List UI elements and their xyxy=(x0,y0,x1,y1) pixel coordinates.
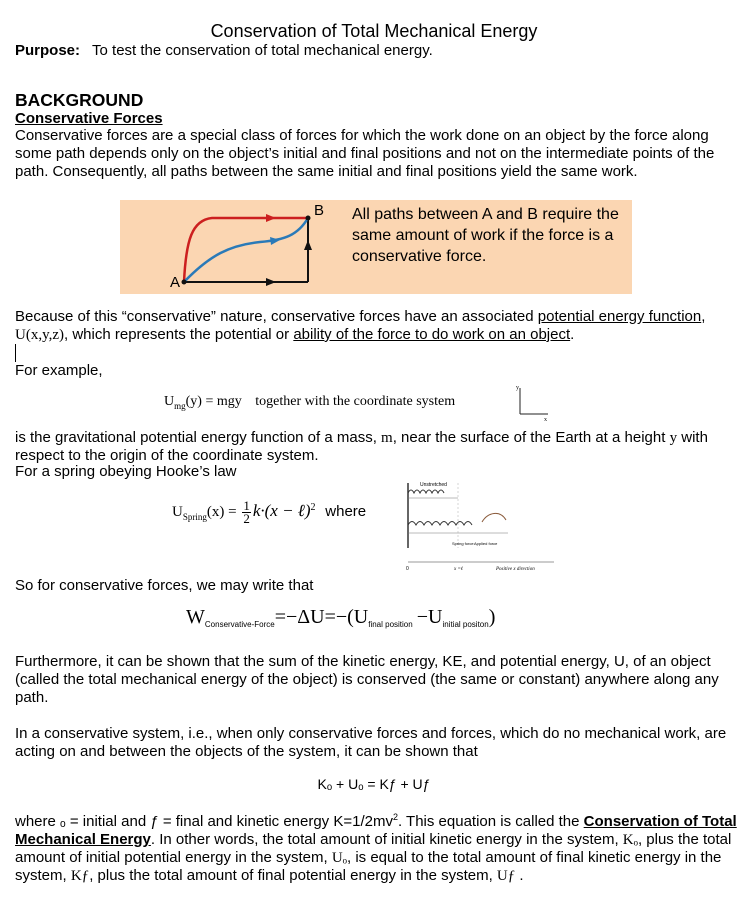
spring-diagram xyxy=(398,478,558,574)
origin-label: 0 xyxy=(406,566,409,572)
point-b xyxy=(306,216,311,221)
gravitational-description xyxy=(15,429,737,465)
conservation-equation: Kₒ + Uₒ = Kƒ + Uƒ xyxy=(317,776,431,792)
final-text-4: , plus the total amount of initial potential energy in the system, xyxy=(15,831,732,866)
conservation-term: Conservation of Total Mechanical Energy xyxy=(15,813,737,848)
grav-desc-2: , near the surface of the Earth at a height xyxy=(392,429,670,446)
grav-desc-1: is the gravitational potential energy function of a mass, xyxy=(15,429,382,446)
paths-caption: All paths between A and B require the same amount of work if the force is a conservative force. xyxy=(352,206,619,265)
fraction-numerator: 1 xyxy=(243,498,250,513)
final-text-7: . xyxy=(515,867,524,884)
black-arrow-bottom xyxy=(266,278,276,286)
grav-desc-3: with respect to the origin of the coordinate system. xyxy=(15,429,708,464)
work-eq: =−ΔU=−(U xyxy=(274,606,369,628)
potential-paragraph xyxy=(15,308,737,344)
paths-figure xyxy=(120,200,632,294)
unstretched-spring xyxy=(408,490,444,493)
grav-sub: mg xyxy=(174,400,186,411)
purpose-text: To test the conservation of total mechanical energy. xyxy=(92,42,433,59)
grav-desc-y: y xyxy=(669,430,678,446)
spring-sub: Spring xyxy=(182,511,207,522)
unstretched-label: Unstretched xyxy=(420,482,447,488)
red-path xyxy=(184,218,308,282)
spring-equation xyxy=(172,500,366,525)
for-example-label: For example, xyxy=(15,362,103,379)
one-half-fraction xyxy=(242,500,251,525)
final-text-3: . In other words, the total amount of initial kinetic energy in the system, xyxy=(150,831,623,848)
final-text-5: , is equal to the total amount of final kinetic energy in the system, xyxy=(15,849,722,884)
applied-force-label: Applied force xyxy=(474,541,498,546)
work-minus-u: −U xyxy=(416,606,443,628)
spring-intro: For a spring obeying Hooke’s law xyxy=(15,463,237,480)
system-paragraph: In a conservative system, i.e., when only conservative forces and forces, which do no mechanical work, are acting on and between the objects of the system, it can be shown that xyxy=(15,725,727,760)
black-arrow-right xyxy=(304,240,312,250)
axis-y-label: y xyxy=(516,385,519,391)
spring-rhs: k·(x − ℓ) xyxy=(252,500,311,520)
background-heading: BACKGROUND xyxy=(15,90,144,110)
furthermore-paragraph: Furthermore, it can be shown that the sum of the kinetic energy, KE, and potential energy, U, of an object (called the total mechanical energy of the object) is conserved (the same or constant) anywhere along any path. xyxy=(15,653,719,706)
spring-power: 2 xyxy=(310,501,316,513)
initial-position-sub: initial positon xyxy=(442,620,489,629)
final-square: 2 xyxy=(392,812,398,822)
work-w: W xyxy=(186,606,205,628)
work-intro: So for conservative forces, we may write that xyxy=(15,577,314,594)
fraction-denominator: 2 xyxy=(243,511,250,526)
final-text-2: . This equation is called the xyxy=(397,813,584,830)
grav-note: together with the coordinate system xyxy=(255,394,456,409)
label-b: B xyxy=(314,202,325,219)
spring-arg: (x) = xyxy=(206,503,237,520)
final-text-6: , plus the total amount of final potential energy in the system, xyxy=(89,867,497,884)
grav-desc-m: m xyxy=(381,430,393,446)
spring-where: where xyxy=(325,502,367,520)
page-title: Conservation of Total Mechanical Energy xyxy=(210,21,538,41)
spring-force-label: Spring force xyxy=(452,541,474,546)
blue-path xyxy=(184,218,308,282)
final-uf: Uƒ xyxy=(496,868,516,884)
final-u0: Uₒ xyxy=(331,850,347,866)
red-arrow xyxy=(266,214,276,222)
work-close: ) xyxy=(488,606,496,628)
potential-func: U(x,y,z) xyxy=(15,327,65,343)
coordinate-axes-icon xyxy=(508,380,552,424)
potential-text-2: , xyxy=(701,308,706,325)
x-equals-l-label: x =ℓ xyxy=(454,567,463,572)
final-position-sub: final position xyxy=(368,620,413,629)
text-cursor xyxy=(15,344,16,362)
point-a xyxy=(182,280,187,285)
final-paragraph xyxy=(15,808,737,885)
final-text-1: where ₒ = initial and ƒ = final and kinetic energy K=1/2mv xyxy=(15,813,393,830)
conservative-forces-heading: Conservative Forces xyxy=(15,110,163,127)
intro-paragraph: Conservative forces are a special class of forces for which the work done on an object by the force along some path depends only on the object’s initial and final positions and not on the intermediate points of the path. Consequently, all paths between the same initial and final positions yield the same work. xyxy=(15,127,715,180)
gravitational-equation xyxy=(164,394,455,411)
final-kf: Kƒ xyxy=(70,868,90,884)
stretched-spring xyxy=(408,522,472,526)
potential-text-3: , which represents the potential or xyxy=(64,326,294,343)
axis-x-label: x xyxy=(544,417,547,423)
positive-direction-label: Positive x direction xyxy=(496,567,535,572)
potential-energy-function-link: potential energy function xyxy=(537,308,702,325)
work-w-sub: Conservative-Force xyxy=(204,620,275,629)
grav-u: U xyxy=(164,394,175,409)
label-a: A xyxy=(170,274,181,291)
hand-icon xyxy=(482,513,506,522)
purpose-label: Purpose: xyxy=(15,42,81,59)
purpose-line xyxy=(15,42,433,59)
ability-link: ability of the force to do work on an object xyxy=(293,326,571,343)
potential-text-4: . xyxy=(570,326,575,343)
work-energy-equation xyxy=(186,606,495,629)
spring-u: U xyxy=(172,503,183,520)
grav-rhs: (y) = mgy xyxy=(185,394,242,409)
final-k0: Kₒ xyxy=(622,832,638,848)
potential-text-1: Because of this “conservative” nature, conservative forces have an associated xyxy=(15,308,538,325)
